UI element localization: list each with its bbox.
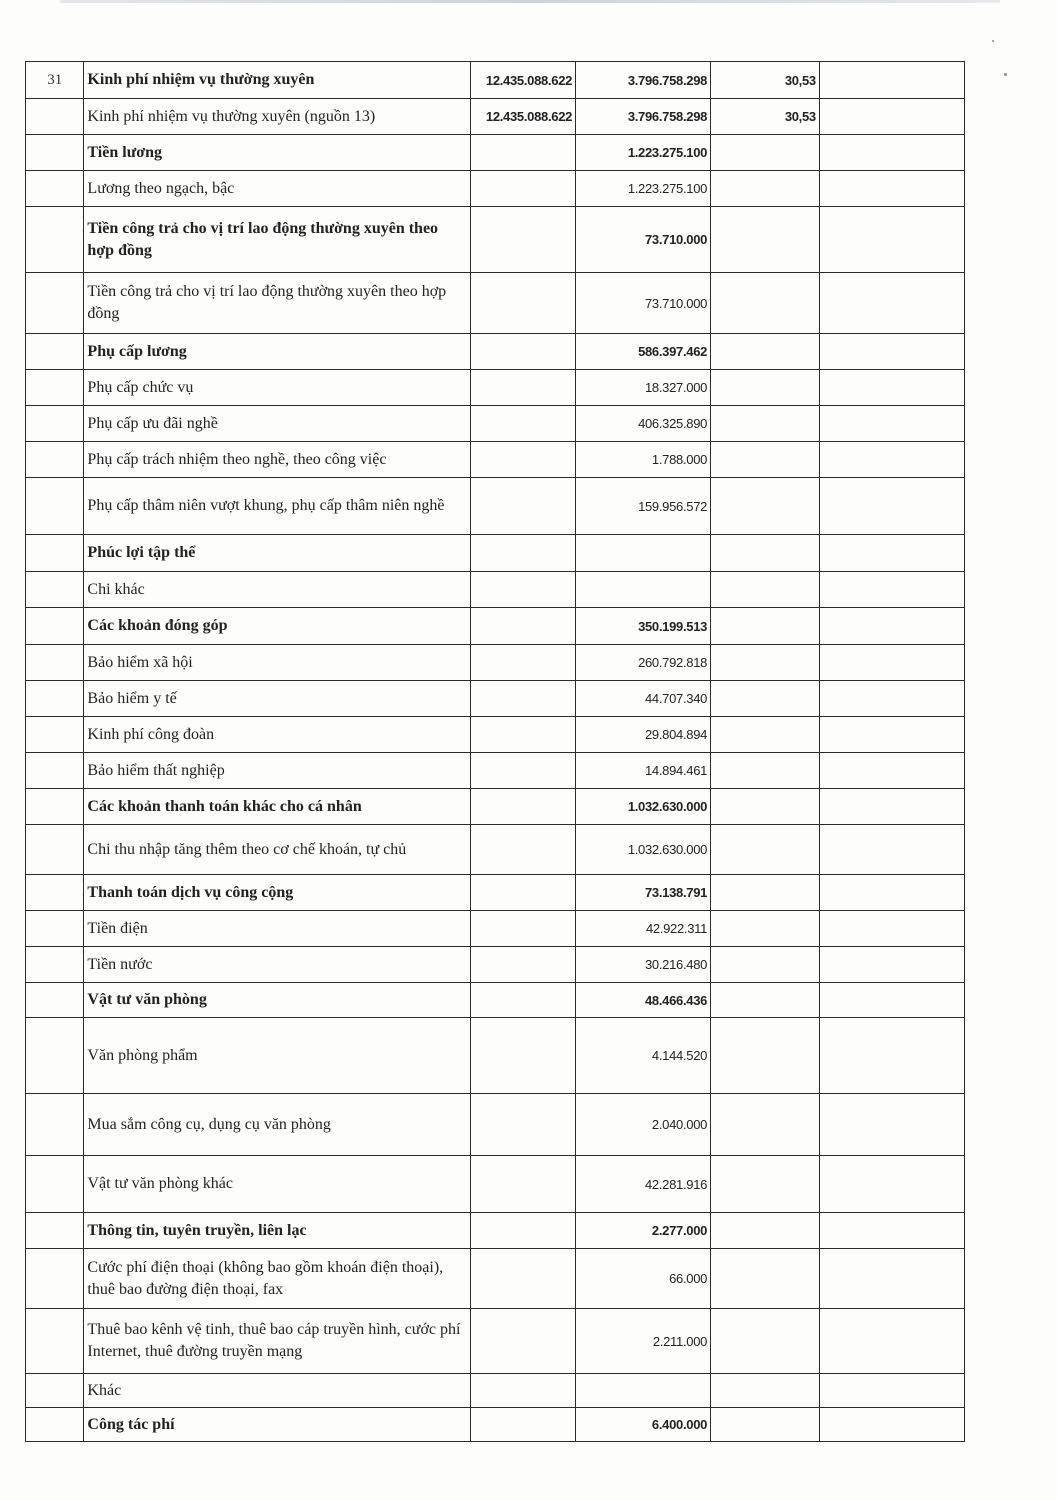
item-name-cell: Kinh phí nhiệm vụ thường xuyên (nguồn 13) [84,99,471,135]
actual-cell: 73.710.000 [576,207,711,273]
actual-cell: 73.138.791 [576,875,711,911]
row-number-cell [26,825,84,875]
percent-cell [711,717,820,753]
table-row [26,334,965,370]
table-row [26,406,965,442]
row-number-cell [26,207,84,273]
estimate-cell [471,753,576,789]
note-cell [819,911,964,947]
note-cell [819,1156,964,1213]
estimate-cell [471,273,576,334]
table-row [26,442,965,478]
row-number-cell [26,717,84,753]
row-number-cell [26,273,84,334]
note-cell [819,825,964,875]
row-number-cell [26,645,84,681]
row-number-cell [26,535,84,572]
row-number-cell [26,370,84,406]
percent-cell [711,535,820,572]
note-cell [819,608,964,645]
actual-cell [576,1374,711,1408]
note-cell [819,478,964,535]
actual-cell: 1.223.275.100 [576,171,711,207]
row-number-cell [26,1213,84,1249]
table-row [26,535,965,572]
item-name-cell: Vật tư văn phòng khác [84,1156,471,1213]
estimate-cell [471,478,576,535]
row-number-cell [26,1374,84,1408]
table-row [26,789,965,825]
percent-cell [711,1156,820,1213]
percent-cell [711,753,820,789]
row-number-cell [26,1309,84,1374]
row-number-cell [26,135,84,171]
estimate-cell [471,947,576,983]
table-row [26,608,965,645]
row-number-cell [26,947,84,983]
actual-cell: 66.000 [576,1249,711,1309]
actual-cell: 14.894.461 [576,753,711,789]
row-number-cell [26,983,84,1018]
percent-cell [711,789,820,825]
percent-cell: 30,53 [711,99,820,135]
percent-cell [711,1018,820,1094]
item-name-cell: Cước phí điện thoại (không bao gồm khoán điện thoại), thuê bao đường điện thoại, fax [84,1249,471,1309]
percent-cell [711,1374,820,1408]
actual-cell: 42.922.311 [576,911,711,947]
table-row [26,825,965,875]
actual-cell: 44.707.340 [576,681,711,717]
item-name-cell: Phụ cấp lương [84,334,471,370]
table-row [26,1156,965,1213]
item-name-cell: Kinh phí công đoàn [84,717,471,753]
item-name-cell: Tiền nước [84,947,471,983]
item-name-cell: Thông tin, tuyên truyền, liên lạc [84,1213,471,1249]
note-cell [819,1213,964,1249]
row-number-cell [26,1094,84,1156]
actual-cell: 2.211.000 [576,1309,711,1374]
actual-cell: 1.032.630.000 [576,789,711,825]
actual-cell: 350.199.513 [576,608,711,645]
row-number-cell [26,406,84,442]
note-cell [819,1249,964,1309]
table-row [26,645,965,681]
row-number-cell [26,608,84,645]
note-cell [819,947,964,983]
table-row [26,1018,965,1094]
actual-cell: 586.397.462 [576,334,711,370]
item-name-cell: Bảo hiểm thất nghiệp [84,753,471,789]
percent-cell [711,1249,820,1309]
note-cell [819,681,964,717]
row-number-cell [26,1408,84,1442]
table-row [26,478,965,535]
item-name-cell: Thuê bao kênh vệ tinh, thuê bao cáp truyền hình, cước phí Internet, thuê đường truyền mạng [84,1309,471,1374]
item-name-cell: Các khoản đóng góp [84,608,471,645]
table-row [26,171,965,207]
actual-cell: 2.040.000 [576,1094,711,1156]
item-name-cell: Văn phòng phẩm [84,1018,471,1094]
actual-cell: 29.804.894 [576,717,711,753]
percent-cell [711,1213,820,1249]
estimate-cell [471,1156,576,1213]
table-row [26,1374,965,1408]
estimate-cell [471,983,576,1018]
note-cell [819,1408,964,1442]
item-name-cell: Chi khác [84,572,471,608]
note-cell [819,983,964,1018]
note-cell [819,789,964,825]
percent-cell [711,370,820,406]
estimate-cell [471,825,576,875]
actual-cell: 73.710.000 [576,273,711,334]
row-number-cell [26,1018,84,1094]
percent-cell [711,1408,820,1442]
estimate-cell [471,608,576,645]
actual-cell: 1.032.630.000 [576,825,711,875]
table-row [26,572,965,608]
note-cell [819,1309,964,1374]
percent-cell [711,334,820,370]
note-cell [819,875,964,911]
estimate-cell [471,1374,576,1408]
percent-cell [711,608,820,645]
actual-cell: 4.144.520 [576,1018,711,1094]
item-name-cell: Tiền công trả cho vị trí lao động thường xuyên theo hợp đồng [84,207,471,273]
note-cell [819,572,964,608]
estimate-cell [471,171,576,207]
actual-cell: 406.325.890 [576,406,711,442]
note-cell [819,1374,964,1408]
row-number-cell [26,1156,84,1213]
actual-cell: 18.327.000 [576,370,711,406]
item-name-cell: Vật tư văn phòng [84,983,471,1018]
row-number-cell [26,753,84,789]
estimate-cell [471,1094,576,1156]
table-row [26,1408,965,1442]
item-name-cell: Lương theo ngạch, bậc [84,171,471,207]
item-name-cell: Phụ cấp ưu đãi nghề [84,406,471,442]
estimate-cell [471,1408,576,1442]
percent-cell [711,1094,820,1156]
row-number-cell [26,99,84,135]
item-name-cell: Tiền lương [84,135,471,171]
estimate-cell [471,1018,576,1094]
table-row [26,1249,965,1309]
row-number-cell [26,789,84,825]
item-name-cell: Mua sắm công cụ, dụng cụ văn phòng [84,1094,471,1156]
item-name-cell: Khác [84,1374,471,1408]
note-cell [819,406,964,442]
row-number-cell [26,911,84,947]
note-cell [819,753,964,789]
actual-cell: 260.792.818 [576,645,711,681]
row-number-cell [26,478,84,535]
percent-cell [711,645,820,681]
item-name-cell: Các khoản thanh toán khác cho cá nhân [84,789,471,825]
table-row [26,717,965,753]
percent-cell [711,911,820,947]
percent-cell [711,825,820,875]
table-row [26,370,965,406]
table-row [26,947,965,983]
percent-cell [711,983,820,1018]
row-number-cell [26,875,84,911]
percent-cell [711,875,820,911]
table-row [26,753,965,789]
estimate-cell [471,334,576,370]
note-cell [819,717,964,753]
note-cell [819,1018,964,1094]
note-cell [819,334,964,370]
estimate-cell [471,1309,576,1374]
note-cell [819,62,964,99]
note-cell [819,535,964,572]
actual-cell: 2.277.000 [576,1213,711,1249]
note-cell [819,135,964,171]
note-cell [819,370,964,406]
percent-cell [711,273,820,334]
scan-speck [992,40,994,42]
item-name-cell: Tiền công trả cho vị trí lao động thường xuyên theo hợp đồng [84,273,471,334]
table-row [26,135,965,171]
estimate-cell [471,645,576,681]
budget-table-body [26,62,965,1442]
item-name-cell: Kinh phí nhiệm vụ thường xuyên [84,62,471,99]
percent-cell [711,406,820,442]
estimate-cell [471,572,576,608]
estimate-cell [471,135,576,171]
item-name-cell: Phụ cấp chức vụ [84,370,471,406]
estimate-cell [471,370,576,406]
actual-cell: 42.281.916 [576,1156,711,1213]
actual-cell: 1.223.275.100 [576,135,711,171]
item-name-cell: Công tác phí [84,1408,471,1442]
table-row [26,273,965,334]
actual-cell: 3.796.758.298 [576,62,711,99]
table-row [26,1213,965,1249]
note-cell [819,273,964,334]
table-row [26,1094,965,1156]
note-cell [819,207,964,273]
estimate-cell: 12.435.088.622 [471,99,576,135]
item-name-cell: Phụ cấp thâm niên vượt khung, phụ cấp thâm niên nghề [84,478,471,535]
row-number-cell [26,1249,84,1309]
scan-top-edge [60,0,1000,3]
table-row [26,983,965,1018]
percent-cell: 30,53 [711,62,820,99]
percent-cell [711,572,820,608]
note-cell [819,99,964,135]
estimate-cell [471,207,576,273]
row-number-cell: 31 [26,62,84,99]
estimate-cell [471,717,576,753]
note-cell [819,442,964,478]
percent-cell [711,171,820,207]
table-row [26,1309,965,1374]
scan-speck [1004,73,1007,76]
table-row [26,62,965,99]
table-row [26,99,965,135]
item-name-cell: Phúc lợi tập thể [84,535,471,572]
percent-cell [711,681,820,717]
table-row [26,681,965,717]
budget-table [25,61,965,1442]
actual-cell [576,535,711,572]
estimate-cell: 12.435.088.622 [471,62,576,99]
estimate-cell [471,535,576,572]
estimate-cell [471,1213,576,1249]
estimate-cell [471,442,576,478]
estimate-cell [471,1249,576,1309]
note-cell [819,645,964,681]
row-number-cell [26,171,84,207]
row-number-cell [26,334,84,370]
percent-cell [711,135,820,171]
actual-cell: 1.788.000 [576,442,711,478]
row-number-cell [26,572,84,608]
estimate-cell [471,789,576,825]
actual-cell: 3.796.758.298 [576,99,711,135]
actual-cell: 30.216.480 [576,947,711,983]
row-number-cell [26,442,84,478]
percent-cell [711,478,820,535]
table-row [26,911,965,947]
actual-cell [576,572,711,608]
table-row [26,875,965,911]
actual-cell: 6.400.000 [576,1408,711,1442]
percent-cell [711,442,820,478]
actual-cell: 159.956.572 [576,478,711,535]
estimate-cell [471,681,576,717]
note-cell [819,171,964,207]
actual-cell: 48.466.436 [576,983,711,1018]
item-name-cell: Phụ cấp trách nhiệm theo nghề, theo công việc [84,442,471,478]
table-row [26,207,965,273]
item-name-cell: Thanh toán dịch vụ công cộng [84,875,471,911]
item-name-cell: Chi thu nhập tăng thêm theo cơ chế khoán, tự chủ [84,825,471,875]
note-cell [819,1094,964,1156]
estimate-cell [471,406,576,442]
item-name-cell: Bảo hiểm y tế [84,681,471,717]
row-number-cell [26,681,84,717]
item-name-cell: Bảo hiểm xã hội [84,645,471,681]
estimate-cell [471,911,576,947]
percent-cell [711,947,820,983]
percent-cell [711,207,820,273]
estimate-cell [471,875,576,911]
item-name-cell: Tiền điện [84,911,471,947]
percent-cell [711,1309,820,1374]
